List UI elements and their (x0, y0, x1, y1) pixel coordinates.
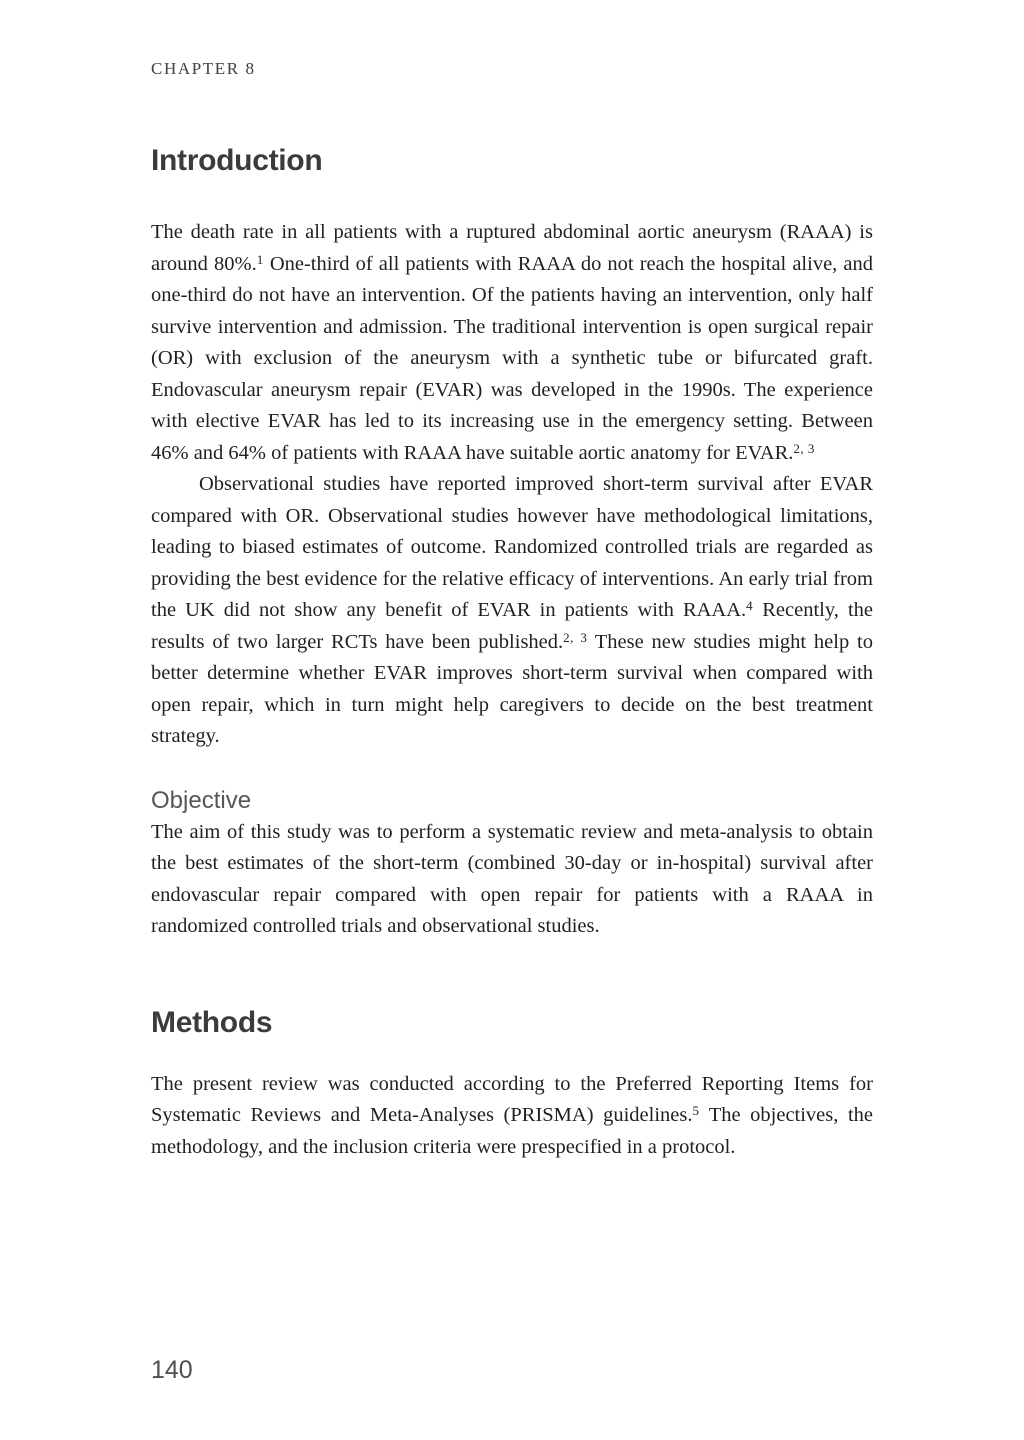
paragraph-objective (151, 817, 873, 943)
text-segment: The objectives, the methodology, and the inclusion criteria were prespecified in a protocol. (151, 1104, 873, 1158)
paragraph-intro-2 (151, 469, 873, 753)
footnote-reference: 2, 3 (563, 629, 588, 645)
text-segment: Recently, the results of two larger RCTs have been published. (151, 599, 873, 653)
text-segment: The present review was conducted according to the Preferred Reporting Items for Systematic Reviews and Meta-Analyses (PRISMA) guidelines. (151, 1072, 873, 1126)
section-heading-methods: Methods (151, 1005, 273, 1039)
footnote-reference: 1 (256, 251, 264, 267)
section-heading-introduction: Introduction (151, 144, 323, 177)
footnote-reference: 4 (746, 598, 754, 614)
text-segment: The death rate in all patients with a ruptured abdominal aortic aneurysm (RAAA) is around 80%. (151, 221, 873, 275)
paragraph-methods (151, 1069, 873, 1164)
footnote-reference: 5 (692, 1103, 700, 1119)
page-content (151, 0, 873, 1163)
page-number: 140 (151, 1356, 193, 1384)
text-segment: Observational studies have reported improved short-term survival after EVAR compared with OR. Observational studies however have methodological limitations, leading to biased estimates of outcome. Randomized controlled trials are regarded as providing the best evidence for the relative efficacy of interventions. An early trial from the UK did not show any benefit of EVAR in patients with RAAA. (151, 473, 873, 621)
chapter-label: CHAPTER 8 (151, 59, 256, 78)
text-segment: One-third of all patients with RAAA do not reach the hospital alive, and one-third do not have an intervention. Of the patients having an intervention, only half survive intervention and admission. The traditional intervention is open surgical repair (OR) with exclusion of the aneurysm with a synthetic tube or bifurcated graft. Endovascular aneurysm repair (EVAR) was developed in the 1990s. The experience with elective EVAR has led to its increasing use in the emergency setting. Between 46% and 64% of patients with RAAA have suitable aortic anatomy for EVAR. (151, 252, 873, 464)
text-segment: These new studies might help to better determine whether EVAR improves short-term survival when compared with open repair, which in turn might help caregivers to decide on the best treatment strategy. (151, 630, 873, 747)
subheading-objective: Objective (151, 786, 252, 814)
text-segment: The aim of this study was to perform a systematic review and meta-analysis to obtain the best estimates of the short-term (combined 30-day or in-hospital) survival after endovascular repair compared with open repair for patients with a RAAA in randomized controlled trials and observational studies. (151, 820, 873, 937)
footnote-reference: 2, 3 (793, 440, 815, 456)
paragraph-intro-1 (151, 217, 873, 469)
